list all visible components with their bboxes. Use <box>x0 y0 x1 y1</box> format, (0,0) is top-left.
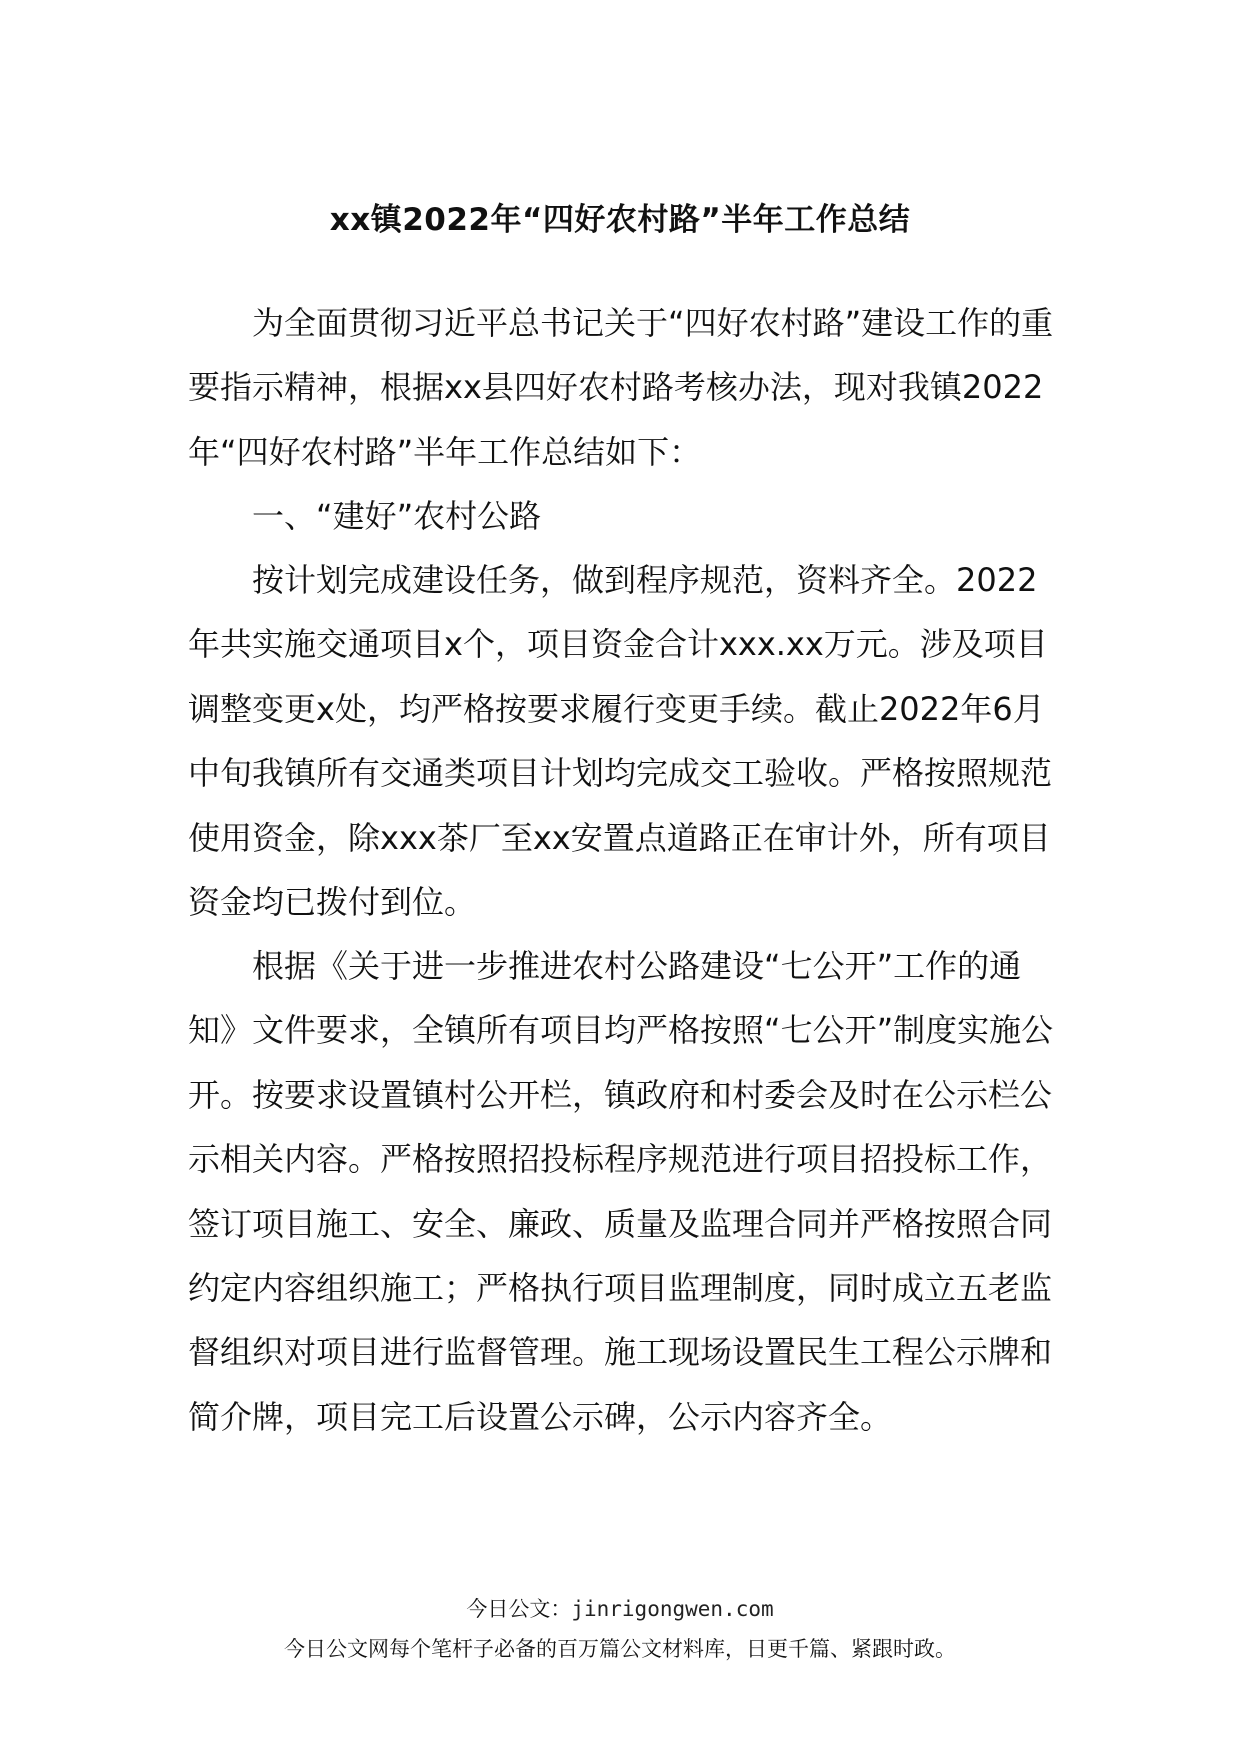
paragraph-intro: 为全面贯彻习近平总书记关于“四好农村路”建设工作的重要指示精神，根据xx县四好农村路考核办法，现对我镇2022年“四好农村路”半年工作总结如下： <box>188 304 1054 471</box>
footer-site-link[interactable]: jinrigongwen.com <box>571 1597 774 1621</box>
footer-slogan: 今日公文网每个笔杆子必备的百万篇公文材料库，日更千篇、紧跟时政。 <box>284 1637 956 1661</box>
footer-source <box>0 1594 1240 1624</box>
paragraph-build: 按计划完成建设任务，做到程序规范，资料齐全。2022年共实施交通项目x个，项目资金合计xxx.xx万元。涉及项目调整变更x处，均严格按要求履行变更手续。截止2022年6月中旬我镇所有交通类项目计划均完成交工验收。严格按照规范使用资金，除xxx茶厂至xx安置点道路正在审计外，所有项目资金均已拨付到位。 <box>188 561 1053 922</box>
section-heading: 一、“建好”农村公路 <box>252 497 542 535</box>
document-title: xx镇2022年“四好农村路”半年工作总结 <box>329 202 911 238</box>
paragraph-open: 根据《关于进一步推进农村公路建设“七公开”工作的通知》文件要求，全镇所有项目均严格按照“七公开”制度实施公开。按要求设置镇村公开栏，镇政府和村委会及时在公示栏公示相关内容。严格按照招投标程序规范进行项目招投标工作，签订项目施工、安全、廉政、质量及监理合同并严格按照合同约定内容组织施工；严格执行项目监理制度，同时成立五老监督组织对项目进行监督管理。施工现场设置民生工程公示牌和简介牌，项目完工后设置公示碑，公示内容齐全。 <box>188 947 1054 1436</box>
footer-label: 今日公文： <box>466 1597 572 1621</box>
